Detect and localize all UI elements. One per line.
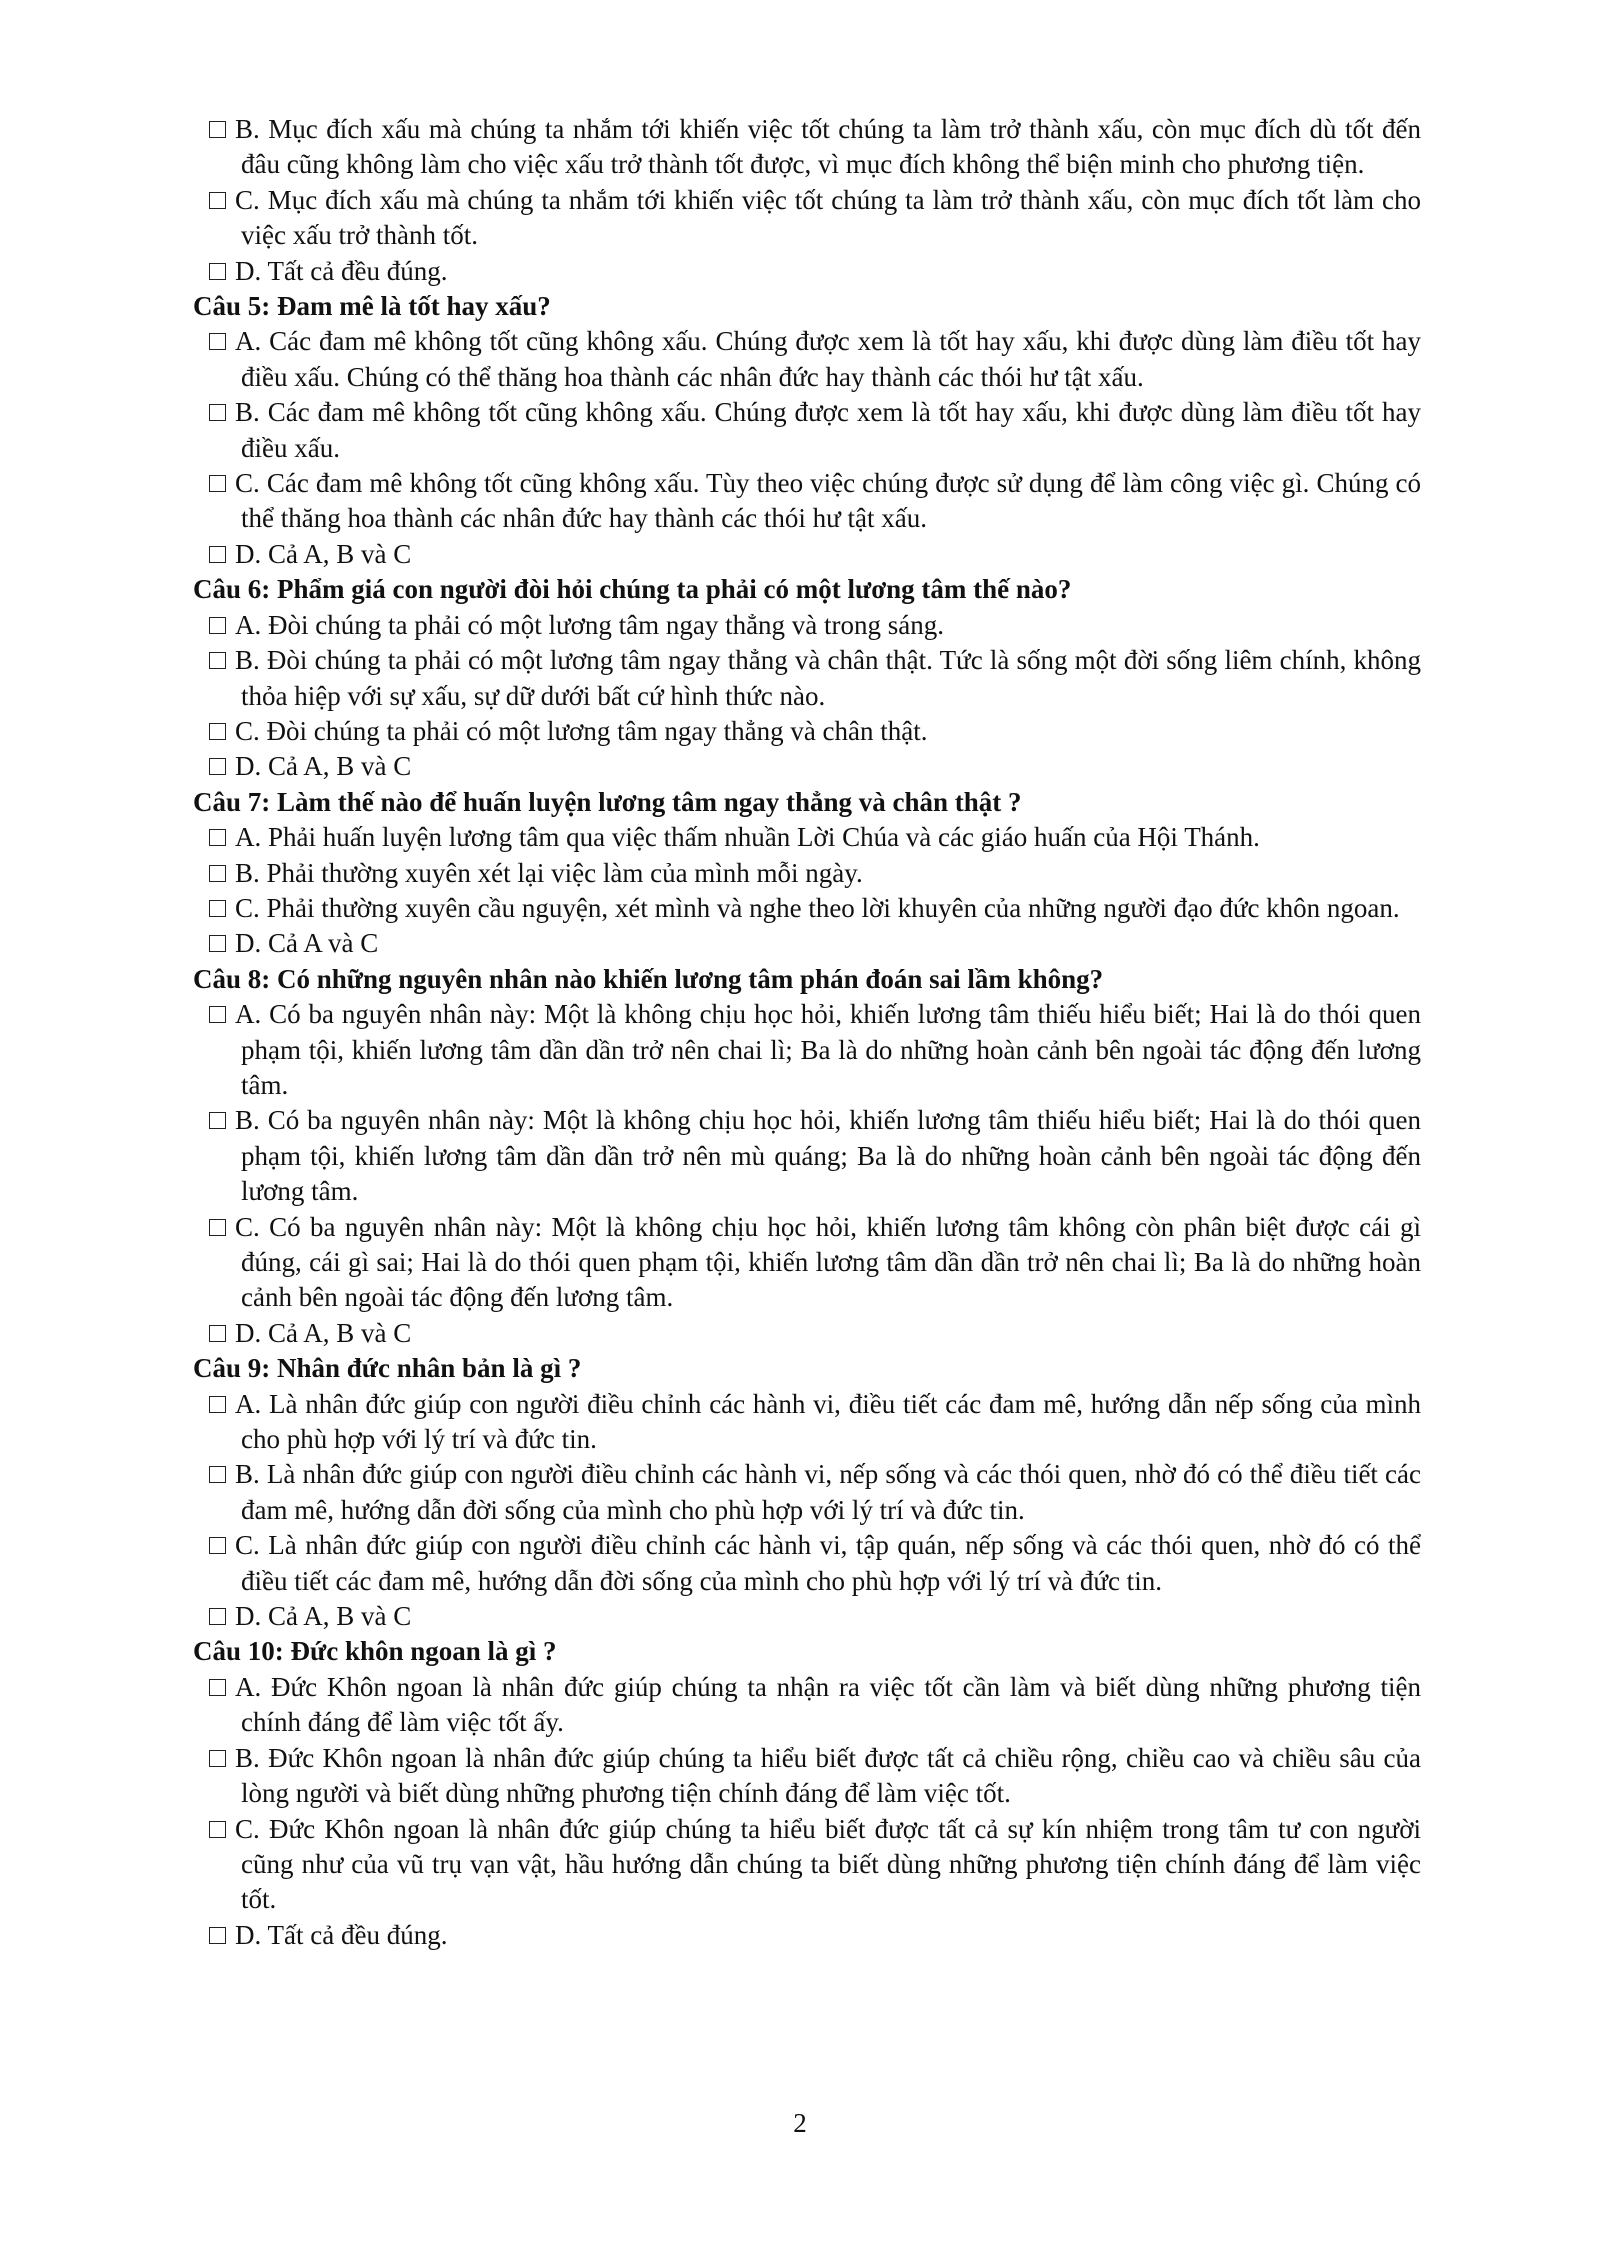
answer-option: C. Phải thường xuyên cầu nguyện, xét mình và nghe theo lời khuyên của những người đạo đức khôn ngoan. xyxy=(193,891,1421,926)
checkbox-icon[interactable] xyxy=(209,1396,226,1413)
checkbox-icon[interactable] xyxy=(209,475,226,492)
question-heading: Câu 10: Đức khôn ngoan là gì ? xyxy=(193,1636,557,1667)
checkbox-icon[interactable] xyxy=(209,1112,226,1129)
answer-option: C. Đức Khôn ngoan là nhân đức giúp chúng ta hiểu biết được tất cả sự kín nhiệm trong tâm tư con người cũng như của vũ trụ vạn vật, hầu hướng dẫn chúng ta biết dùng những phương tiện chính đáng để làm việc tốt. xyxy=(193,1812,1421,1918)
answer-option: C. Có ba nguyên nhân này: Một là không chịu học hỏi, khiến lương tâm không còn phân biệt được cái gì đúng, cái gì sai; Hai là do thói quen phạm tội, khiến lương tâm dần dần trở nên chai lì; Ba là do những hoàn cảnh bên ngoài tác động đến lương tâm. xyxy=(193,1210,1421,1316)
answer-option: D. Cả A, B và C xyxy=(193,1599,1421,1634)
checkbox-icon[interactable] xyxy=(209,546,226,563)
checkbox-icon[interactable] xyxy=(209,1219,226,1236)
answer-option: C. Mục đích xấu mà chúng ta nhắm tới khiến việc tốt chúng ta làm trở thành xấu, còn mục đích tốt làm cho việc xấu trở thành tốt. xyxy=(193,183,1421,254)
answer-option: C. Là nhân đức giúp con người điều chỉnh các hành vi, tập quán, nếp sống và các thói quen, nhờ đó có thể điều tiết các đam mê, hướng dẫn đời sống của mình cho phù hợp với lý trí và đức tin. xyxy=(193,1528,1421,1599)
question-heading: Câu 7: Làm thế nào để huấn luyện lương tâm ngay thẳng và chân thật ? xyxy=(193,786,1022,817)
answer-option: B. Phải thường xuyên xét lại việc làm của mình mỗi ngày. xyxy=(193,856,1421,891)
checkbox-icon[interactable] xyxy=(209,1006,226,1023)
question-heading: Câu 6: Phẩm giá con người đòi hỏi chúng ta phải có một lương tâm thế nào? xyxy=(193,574,1072,605)
checkbox-icon[interactable] xyxy=(209,865,226,882)
checkbox-icon[interactable] xyxy=(209,1537,226,1554)
checkbox-icon[interactable] xyxy=(209,1608,226,1625)
checkbox-icon[interactable] xyxy=(209,652,226,669)
checkbox-icon[interactable] xyxy=(209,1679,226,1696)
answer-option: A. Đức Khôn ngoan là nhân đức giúp chúng ta nhận ra việc tốt cần làm và biết dùng những phương tiện chính đáng để làm việc tốt ấy. xyxy=(193,1670,1421,1741)
answer-option: D. Cả A, B và C xyxy=(193,537,1421,572)
answer-option: C. Đòi chúng ta phải có một lương tâm ngay thẳng và chân thật. xyxy=(193,714,1421,749)
answer-option: B. Đức Khôn ngoan là nhân đức giúp chúng ta hiểu biết được tất cả chiều rộng, chiều cao và chiều sâu của lòng người và biết dùng những phương tiện chính đáng để làm việc tốt. xyxy=(193,1741,1421,1812)
checkbox-icon[interactable] xyxy=(209,404,226,421)
checkbox-icon[interactable] xyxy=(209,333,226,350)
checkbox-icon[interactable] xyxy=(209,723,226,740)
checkbox-icon[interactable] xyxy=(209,758,226,775)
answer-option: B. Các đam mê không tốt cũng không xấu. Chúng được xem là tốt hay xấu, khi được dùng làm điều tốt hay điều xấu. xyxy=(193,395,1421,466)
answer-option: A. Đòi chúng ta phải có một lương tâm ngay thẳng và trong sáng. xyxy=(193,608,1421,643)
checkbox-icon[interactable] xyxy=(209,1325,226,1342)
checkbox-icon[interactable] xyxy=(209,1750,226,1767)
answer-option: D. Cả A và C xyxy=(193,926,1421,961)
checkbox-icon[interactable] xyxy=(209,1927,226,1944)
checkbox-icon[interactable] xyxy=(209,192,226,209)
answer-option: A. Phải huấn luyện lương tâm qua việc thấm nhuần Lời Chúa và các giáo huấn của Hội Thánh. xyxy=(193,820,1421,855)
answer-option: D. Cả A, B và C xyxy=(193,1316,1421,1351)
question-heading: Câu 5: Đam mê là tốt hay xấu? xyxy=(193,291,551,322)
answer-option: B. Mục đích xấu mà chúng ta nhắm tới khiến việc tốt chúng ta làm trở thành xấu, còn mục đích dù tốt đến đâu cũng không làm cho việc xấu trở thành tốt được, vì mục đích không thể biện minh cho phương tiện. xyxy=(193,112,1421,183)
question-heading: Câu 9: Nhân đức nhân bản là gì ? xyxy=(193,1353,582,1384)
page-content xyxy=(193,112,1421,1953)
answer-option: A. Có ba nguyên nhân này: Một là không chịu học hỏi, khiến lương tâm thiếu hiểu biết; Hai là do thói quen phạm tội, khiến lương tâm dần dần trở nên chai lì; Ba là do những hoàn cảnh bên ngoài tác động đến lương tâm. xyxy=(193,997,1421,1103)
checkbox-icon[interactable] xyxy=(209,263,226,280)
answer-option: B. Là nhân đức giúp con người điều chỉnh các hành vi, nếp sống và các thói quen, nhờ đó có thể điều tiết các đam mê, hướng dẫn đời sống của mình cho phù hợp với lý trí và đức tin. xyxy=(193,1457,1421,1528)
answer-option: D. Cả A, B và C xyxy=(193,749,1421,784)
answer-option: A. Là nhân đức giúp con người điều chỉnh các hành vi, điều tiết các đam mê, hướng dẫn nếp sống của mình cho phù hợp với lý trí và đức tin. xyxy=(193,1387,1421,1458)
question-heading: Câu 8: Có những nguyên nhân nào khiến lương tâm phán đoán sai lầm không? xyxy=(193,963,1104,994)
answer-option: C. Các đam mê không tốt cũng không xấu. Tùy theo việc chúng được sử dụng để làm công việc gì. Chúng có thể thăng hoa thành các nhân đức hay thành các thói hư tật xấu. xyxy=(193,466,1421,537)
answer-option: A. Các đam mê không tốt cũng không xấu. Chúng được xem là tốt hay xấu, khi được dùng làm điều tốt hay điều xấu. Chúng có thể thăng hoa thành các nhân đức hay thành các thói hư tật xấu. xyxy=(193,324,1421,395)
answer-option: D. Tất cả đều đúng. xyxy=(193,254,1421,289)
checkbox-icon[interactable] xyxy=(209,829,226,846)
answer-option: B. Đòi chúng ta phải có một lương tâm ngay thẳng và chân thật. Tức là sống một đời sống liêm chính, không thỏa hiệp với sự xấu, sự dữ dưới bất cứ hình thức nào. xyxy=(193,643,1421,714)
checkbox-icon[interactable] xyxy=(209,935,226,952)
checkbox-icon[interactable] xyxy=(209,900,226,917)
answer-option: B. Có ba nguyên nhân này: Một là không chịu học hỏi, khiến lương tâm thiếu hiểu biết; Hai là do thói quen phạm tội, khiến lương tâm dần dần trở nên mù quáng; Ba là do những hoàn cảnh bên ngoài tác động đến lương tâm. xyxy=(193,1103,1421,1209)
checkbox-icon[interactable] xyxy=(209,1466,226,1483)
answer-option: D. Tất cả đều đúng. xyxy=(193,1918,1421,1953)
checkbox-icon[interactable] xyxy=(209,617,226,634)
checkbox-icon[interactable] xyxy=(209,121,226,138)
checkbox-icon[interactable] xyxy=(209,1821,226,1838)
page-number: 2 xyxy=(793,2108,807,2138)
